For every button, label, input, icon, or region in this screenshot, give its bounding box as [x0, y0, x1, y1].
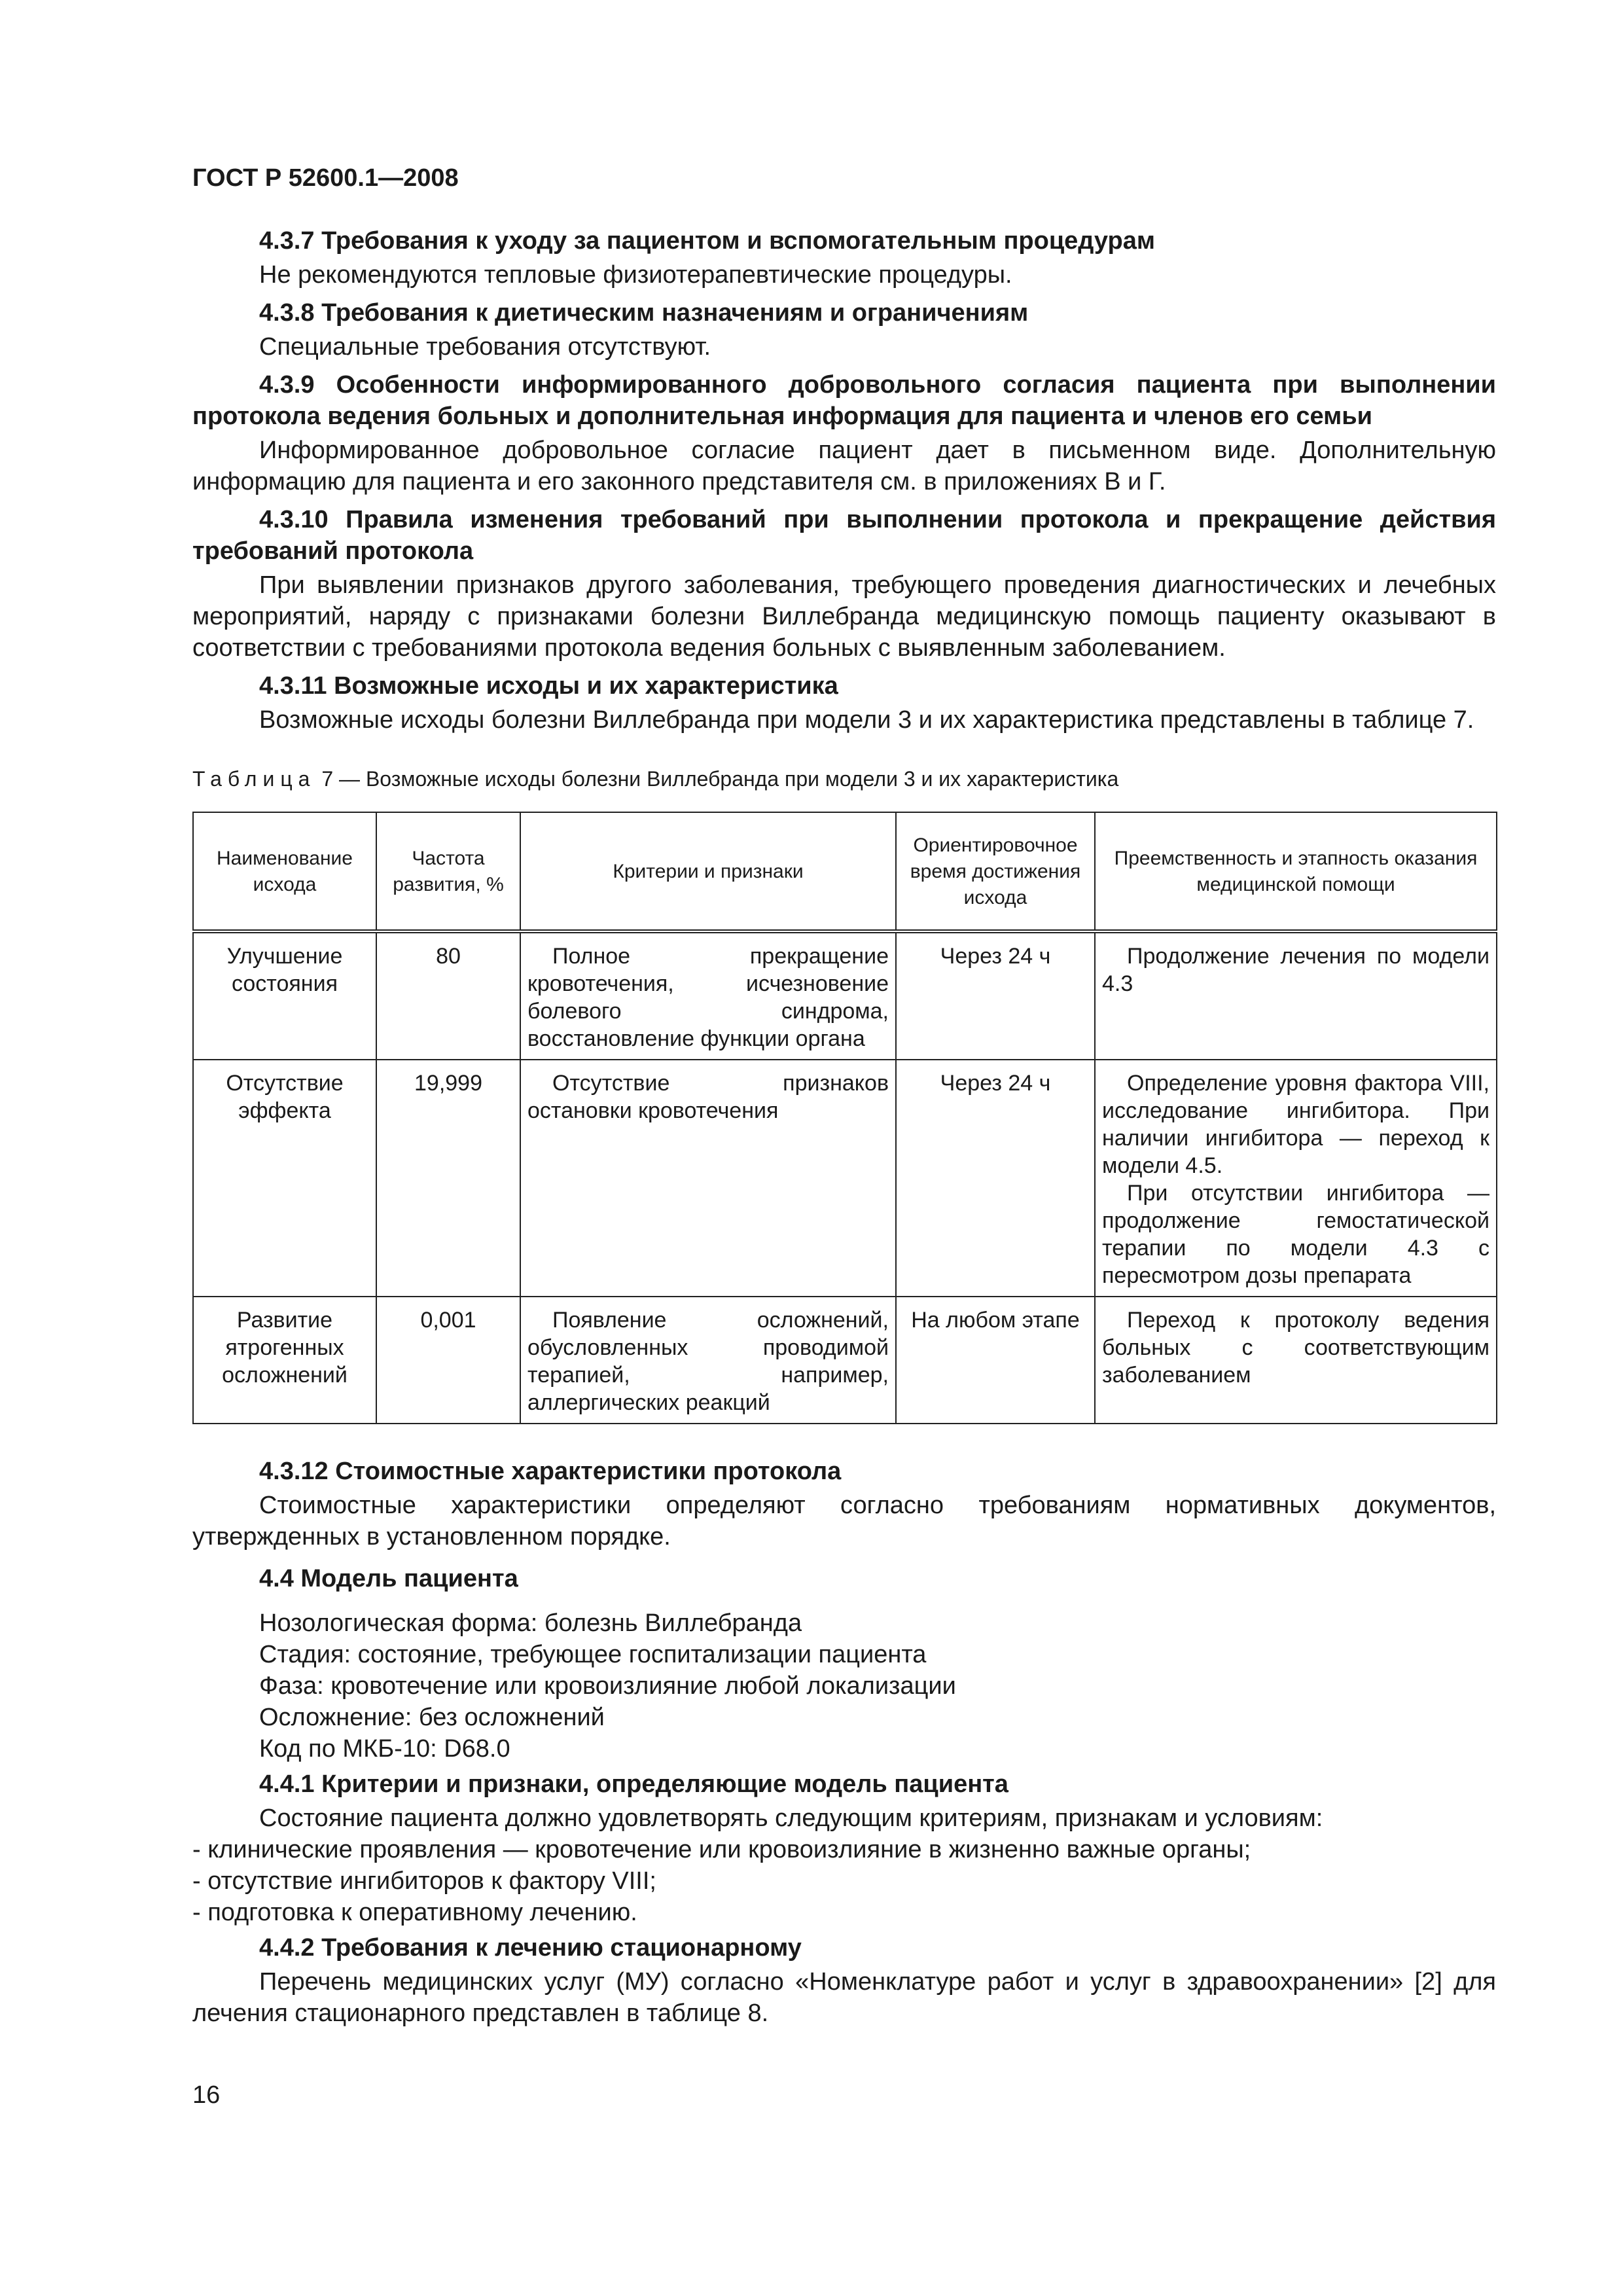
section-4-3-9-heading: 4.3.9 Особенности информированного добровольного согласия пациента при выполнении протокола ведения больных и дополнительная информация для пациента и членов его семьи: [192, 371, 1496, 430]
page-number: 16: [192, 2081, 221, 2109]
column-header-frequency: Частота развития, %: [376, 812, 520, 931]
section-4-4-2-heading: 4.4.2 Требования к лечению стационарному: [259, 1934, 802, 1962]
table-7-caption-text: 7 — Возможные исходы болезни Виллебранда при модели 3 и их характеристика: [321, 767, 1119, 791]
table-row: [193, 1060, 1497, 1297]
table-7: [192, 812, 1497, 1424]
outcome-name-cell: Развитие ятрогенных осложнений: [193, 1297, 376, 1424]
continuity-paragraph: Определение уровня фактора VIII, исследование ингибитора. При наличии ингибитора — переход к модели 4.5.: [1102, 1071, 1489, 1178]
section-4-3-7-heading: 4.3.7 Требования к уходу за пациентом и вспомогательным процедурам: [259, 227, 1155, 255]
column-header-continuity: Преемственность и этапность оказания медицинской помощи: [1095, 812, 1497, 931]
section-4-3-12-text: Стоимостные характеристики определяют согласно требованиям нормативных документов, утвержденных в установленном порядке.: [192, 1492, 1496, 1551]
time-cell: На любом этапе: [896, 1297, 1095, 1424]
section-4-3-12-heading: 4.3.12 Стоимостные характеристики протокола: [259, 1458, 842, 1485]
section-4-3-9-text: Информированное добровольное согласие пациент дает в письменном виде. Дополнительную информацию для пациента и его законного представителя см. в приложениях В и Г.: [192, 437, 1496, 495]
patient-model-line: Стадия: состояние, требующее госпитализации пациента: [259, 1641, 927, 1668]
section-4-4-heading: 4.4 Модель пациента: [259, 1565, 518, 1592]
outcome-name-cell: Улучшение состояния: [193, 931, 376, 1060]
criteria-list-item: - подготовка к оперативному лечению.: [192, 1899, 637, 1926]
patient-model-line: Осложнение: без осложнений: [259, 1704, 605, 1731]
section-4-4-1-text: Состояние пациента должно удовлетворять следующим критериям, признакам и условиям:: [259, 1804, 1323, 1832]
time-cell: Через 24 ч: [896, 931, 1095, 1060]
continuity-cell: Переход к протоколу ведения больных с соответствующим заболеванием: [1095, 1297, 1497, 1424]
column-header-time: Ориентировочное время достижения исхода: [896, 812, 1095, 931]
table-row: [193, 1297, 1497, 1424]
section-4-4-1-heading: 4.4.1 Критерии и признаки, определяющие модель пациента: [259, 1770, 1008, 1798]
frequency-cell: 19,999: [376, 1060, 520, 1297]
section-4-3-10-heading: 4.3.10 Правила изменения требований при выполнении протокола и прекращение действия требований протокола: [192, 506, 1496, 565]
column-header-outcome-name: Наименование исхода: [193, 812, 376, 931]
criteria-list-item: - клинические проявления — кровотечение или кровоизлияние в жизненно важные органы;: [192, 1836, 1251, 1863]
section-4-3-11-text: Возможные исходы болезни Виллебранда при модели 3 и их характеристика представлены в таблице 7.: [259, 706, 1474, 734]
frequency-cell: 80: [376, 931, 520, 1060]
patient-model-line: Фаза: кровотечение или кровоизлияние любой локализации: [259, 1672, 956, 1700]
frequency-cell: 0,001: [376, 1297, 520, 1424]
section-4-3-8-heading: 4.3.8 Требования к диетическим назначениям и ограничениям: [259, 299, 1029, 327]
document-code: ГОСТ Р 52600.1—2008: [192, 164, 459, 192]
section-4-3-7-text: Не рекомендуются тепловые физиотерапевтические процедуры.: [259, 261, 1012, 289]
criteria-cell: Полное прекращение кровотечения, исчезновение болевого синдрома, восстановление функции органа: [520, 931, 896, 1060]
patient-model-line: Нозологическая форма: болезнь Виллебранда: [259, 1609, 802, 1637]
criteria-cell: Появление осложнений, обусловленных проводимой терапией, например, аллергических реакций: [520, 1297, 896, 1424]
continuity-cell: [1095, 1060, 1497, 1297]
time-cell: Через 24 ч: [896, 1060, 1095, 1297]
criteria-list-item: - отсутствие ингибиторов к фактору VIII;: [192, 1867, 656, 1895]
criteria-cell: Отсутствие признаков остановки кровотечения: [520, 1060, 896, 1297]
table-7-caption-word: Таблица: [192, 767, 316, 791]
column-header-criteria: Критерии и признаки: [520, 812, 896, 931]
section-4-4-2-text: Перечень медицинских услуг (МУ) согласно «Номенклатуре работ и услуг в здравоохранении» [2] для лечения стационарного представлен в таблице 8.: [192, 1968, 1496, 2027]
outcome-name-cell: Отсутствие эффекта: [193, 1060, 376, 1297]
section-4-3-11-heading: 4.3.11 Возможные исходы и их характеристика: [259, 672, 838, 700]
table-row: [193, 931, 1497, 1060]
patient-model-line: Код по МКБ-10: D68.0: [259, 1735, 510, 1763]
table-7-caption: [192, 764, 1496, 793]
table-header-row: [193, 812, 1497, 931]
section-4-3-8-text: Специальные требования отсутствуют.: [259, 333, 711, 361]
continuity-paragraph: При отсутствии ингибитора — продолжение гемостатической терапии по модели 4.3 с пересмотром дозы препарата: [1102, 1181, 1489, 1288]
continuity-cell: Продолжение лечения по модели 4.3: [1095, 931, 1497, 1060]
section-4-3-10-text: При выявлении признаков другого заболевания, требующего проведения диагностических и лечебных мероприятий, наряду с признаками болезни Виллебранда медицинскую помощь пациенту оказывают в соответствии с требованиями протокола ведения больных с выявленным заболеванием.: [192, 571, 1496, 662]
